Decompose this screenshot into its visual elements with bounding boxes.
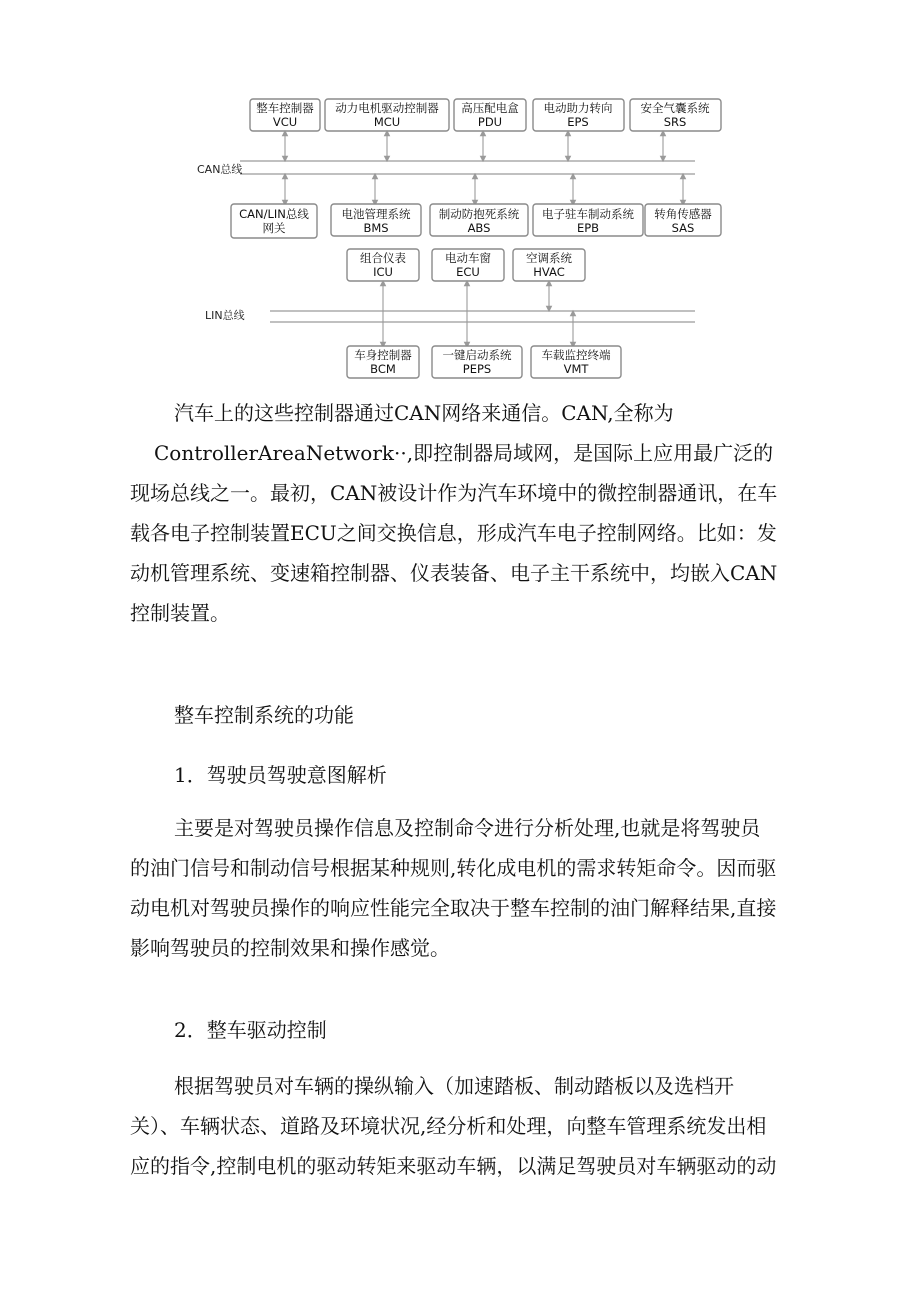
node-label: CAN/LIN总线 <box>239 207 309 221</box>
node-code: 网关 <box>262 221 286 235</box>
node-peps <box>432 346 522 378</box>
text-line: 关）、车辆状态、道路及环境状况,经分析和处理，向整车管理系统发出相 <box>130 1114 767 1138</box>
node-pdu <box>454 99 526 131</box>
node-code: EPB <box>576 221 600 235</box>
node-eps <box>533 99 624 131</box>
node-label: 空调系统 <box>526 251 572 265</box>
text-line: 根据驾驶员对车辆的操纵输入（加速踏板、制动踏板以及选档开 <box>174 1074 734 1098</box>
text-line: 动机管理系统、变速箱控制器、仪表装备、电子主干系统中，均嵌入CAN <box>130 561 778 585</box>
text-line: 应的指令,控制电机的驱动转矩来驱动车辆，以满足驾驶员对车辆驱动的动 <box>130 1154 777 1178</box>
section-heading <box>130 695 790 735</box>
text-line: 主要是对驾驶员操作信息及控制命令进行分析处理,也就是将驾驶员 <box>174 816 761 840</box>
node-label: 电动车窗 <box>445 251 491 265</box>
lin-bus-label: LIN总线 <box>205 309 245 322</box>
node-label: 电子驻车制动系统 <box>542 207 634 221</box>
node-code: EPS <box>567 115 589 129</box>
item-title: 1．驾驶员驾驶意图解析 <box>174 763 387 787</box>
can-lin-network-diagram <box>195 95 712 385</box>
node-ecu <box>432 249 504 281</box>
node-mcu <box>325 99 449 131</box>
node-icu <box>347 249 419 281</box>
node-code: PDU <box>477 115 503 129</box>
node-code: VCU <box>272 115 298 129</box>
node-code: ECU <box>456 265 480 279</box>
node-code: HVAC <box>533 265 565 279</box>
node-code: SRS <box>663 115 687 129</box>
paragraph-driver-intent <box>130 808 790 968</box>
text-line: 的油门信号和制动信号根据某种规则,转化成电机的需求转矩命令。因而驱 <box>130 856 777 880</box>
node-bms <box>331 204 421 236</box>
text-line: 动电机对驾驶员操作的响应性能完全取决于整车控制的油门解释结果,直接 <box>130 896 777 920</box>
node-label: 动力电机驱动控制器 <box>335 101 439 115</box>
node-label: 车身控制器 <box>354 348 412 362</box>
node-sas <box>645 204 721 236</box>
node-bcm <box>347 346 419 378</box>
node-hvac <box>513 249 585 281</box>
item-title: 2．整车驱动控制 <box>174 1018 327 1042</box>
node-code: BMS <box>363 221 389 235</box>
node-gateway <box>231 204 317 238</box>
node-vcu <box>250 99 320 131</box>
item-2-heading <box>130 1010 790 1050</box>
heading-vehicle-control-functions: 整车控制系统的功能 <box>174 703 354 727</box>
node-label: 安全气囊系统 <box>640 101 710 115</box>
text-line: 现场总线之一。最初，CAN被设计作为汽车环境中的微控制器通讯，在车 <box>130 481 778 505</box>
can-bus-label: CAN总线 <box>197 163 243 176</box>
node-label: 车载监控终端 <box>541 348 611 362</box>
node-abs <box>430 204 528 236</box>
node-label: 制动防抱死系统 <box>438 207 520 221</box>
paragraph-can-intro <box>130 393 790 633</box>
text-line: 汽车上的这些控制器通过CAN网络来通信。CAN,全称为 <box>174 401 674 425</box>
node-code: MCU <box>373 115 401 129</box>
node-label: 转角传感器 <box>654 207 712 221</box>
text-line: 影响驾驶员的控制效果和操作感觉。 <box>130 936 450 960</box>
node-epb <box>533 204 643 236</box>
node-label: 电池管理系统 <box>341 207 411 221</box>
node-label: 高压配电盒 <box>461 101 519 115</box>
node-srs <box>630 99 721 131</box>
node-code: ICU <box>373 265 393 279</box>
node-code: SAS <box>671 221 695 235</box>
text-line: 控制装置。 <box>130 601 230 625</box>
node-code: ABS <box>467 221 491 235</box>
node-vmt <box>531 346 621 378</box>
text-line: 载各电子控制装置ECU之间交换信息，形成汽车电子控制网络。比如：发 <box>130 521 777 545</box>
node-code: PEPS <box>462 362 492 376</box>
node-label: 整车控制器 <box>256 101 314 115</box>
node-code: VMT <box>563 362 589 376</box>
paragraph-drive-control <box>130 1066 790 1186</box>
node-label: 电动助力转向 <box>543 101 613 115</box>
item-1-heading <box>130 755 790 795</box>
node-label: 组合仪表 <box>360 251 406 265</box>
text-line: ControllerAreaNetwork··,即控制器局域网，是国际上应用最广泛的 <box>154 441 774 465</box>
node-label: 一键启动系统 <box>442 348 512 362</box>
node-code: BCM <box>370 362 396 376</box>
